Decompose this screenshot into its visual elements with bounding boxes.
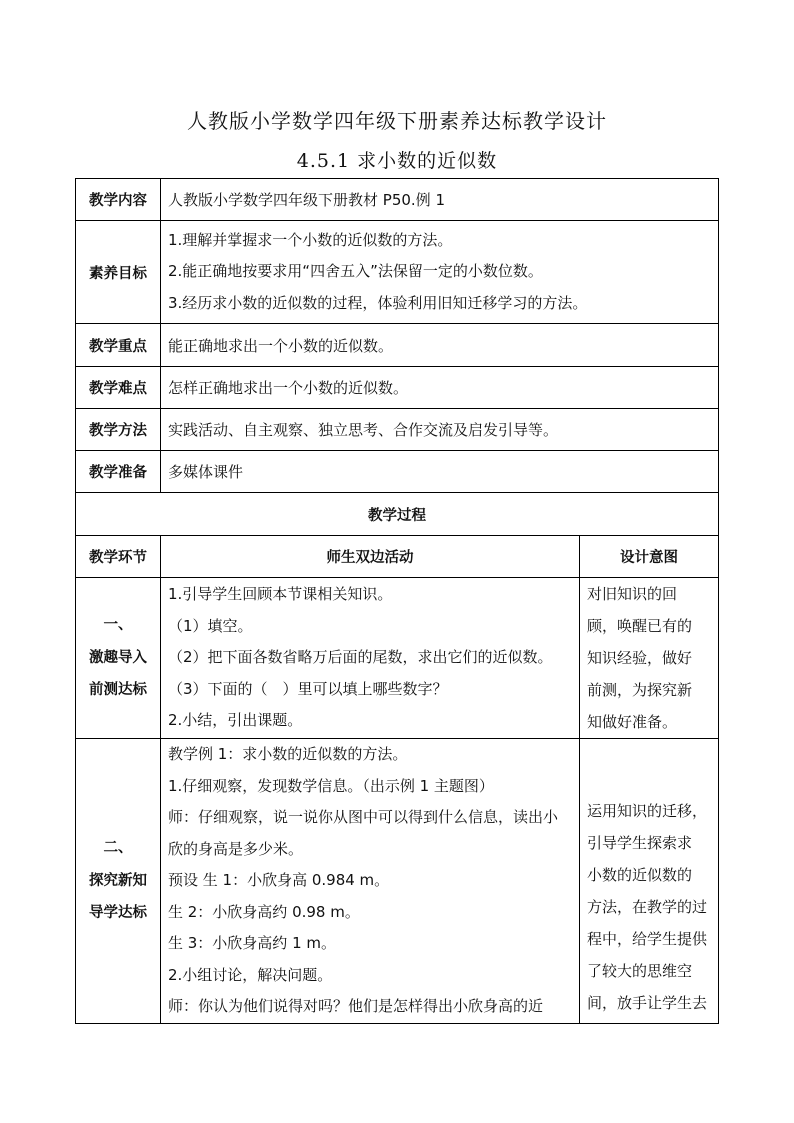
activity-line: 2.小组讨论，解决问题。 — [168, 965, 333, 984]
activity-line: （3）下面的（ ）里可以填上哪些数字？ — [168, 679, 448, 698]
intent-line: 顾，唤醒已有的 — [587, 617, 693, 635]
intent-line: 程中，给学生提供 — [587, 930, 708, 948]
row-stage-2 — [76, 739, 719, 1024]
intent-line: 了较大的思维空 — [587, 962, 693, 980]
difficulty-label: 教学难点 — [76, 367, 161, 409]
content-label: 教学内容 — [76, 179, 161, 221]
row-process-heading — [76, 493, 719, 536]
stage-1-goal: 前测达标 — [89, 682, 147, 699]
activity-line: 欣的身高是多少米。 — [168, 839, 304, 858]
method-label: 教学方法 — [76, 409, 161, 451]
lesson-subtitle: 4.5.1 求小数的近似数 — [296, 150, 498, 172]
prep-value: 多媒体课件 — [161, 451, 719, 493]
row-stage-1 — [76, 578, 719, 739]
activity-line: 2.小结，引出课题。 — [168, 711, 303, 730]
header-activity: 师生双边活动 — [161, 536, 580, 578]
intent-line: 知识经验，做好 — [587, 649, 693, 667]
intent-line: 间，放手让学生去 — [587, 994, 708, 1012]
stage-2-name: 探究新知 — [89, 872, 147, 889]
row-content — [76, 179, 719, 221]
prep-label: 教学准备 — [76, 451, 161, 493]
activity-line: 1.引导学生回顾本节课相关知识。 — [168, 585, 393, 604]
activity-line: （1）填空。 — [168, 616, 253, 635]
stage-1-label — [76, 578, 161, 739]
row-method — [76, 409, 719, 451]
goal-item: 2.能正确地按要求用“四舍五入”法保留一定的小数位数。 — [168, 262, 543, 281]
document-title: 人教版小学数学四年级下册素养达标教学设计 — [187, 109, 607, 133]
header-stage: 教学环节 — [76, 536, 161, 578]
activity-line: 1.仔细观察，发现数学信息。（出示例 1 主题图） — [168, 776, 494, 795]
intent-line: 引导学生探索求 — [587, 834, 693, 852]
header-intent: 设计意图 — [580, 536, 719, 578]
activity-line: 师：你认为他们说得对吗？他们是怎样得出小欣身高的近 — [168, 997, 544, 1015]
difficulty-value: 怎样正确地求出一个小数的近似数。 — [161, 367, 719, 409]
intent-line: 方法，在教学的过 — [587, 898, 708, 916]
intent-line: 前测，为探究新 — [587, 681, 693, 699]
goals-list — [161, 221, 719, 324]
activity-line: 生 2：小欣身高约 0.98 m。 — [168, 902, 360, 921]
activity-line: 教学例 1：求小数的近似数的方法。 — [168, 745, 408, 763]
row-goals — [76, 221, 719, 324]
goal-item: 3.经历求小数的近似数的过程，体验利用旧知迁移学习的方法。 — [168, 293, 588, 312]
intent-line: 对旧知识的回 — [587, 585, 678, 603]
activity-line: 师：仔细观察，说一说你从图中可以得到什么信息，读出小 — [168, 808, 559, 826]
key-label: 教学重点 — [76, 324, 161, 367]
goals-label: 素养目标 — [76, 221, 161, 324]
goal-item: 1.理解并掌握求一个小数的近似数的方法。 — [168, 230, 453, 249]
content-value: 人教版小学数学四年级下册教材 P50.例 1 — [161, 179, 719, 221]
stage-2-intent — [580, 739, 719, 1024]
stage-2-number: 二、 — [103, 840, 133, 856]
stage-1-name: 激趣导入 — [89, 649, 147, 666]
activity-line: 预设 生 1：小欣身高 0.984 m。 — [168, 871, 390, 889]
row-key — [76, 324, 719, 367]
row-difficulty — [76, 367, 719, 409]
stage-2-goal: 导学达标 — [89, 905, 147, 921]
row-prep — [76, 451, 719, 493]
activity-line: 生 3：小欣身高约 1 m。 — [168, 934, 337, 952]
key-value: 能正确地求出一个小数的近似数。 — [161, 324, 719, 367]
stage-1-activity — [161, 578, 580, 739]
lesson-plan-table — [75, 178, 719, 1024]
method-value: 实践活动、自主观察、独立思考、合作交流及启发引导等。 — [161, 409, 719, 451]
stage-1-number: 一、 — [103, 617, 133, 634]
stage-1-intent — [580, 578, 719, 739]
row-process-headers — [76, 536, 719, 578]
stage-2-label — [76, 739, 161, 1024]
process-heading: 教学过程 — [76, 493, 719, 536]
intent-line: 知做好准备。 — [587, 713, 678, 731]
stage-2-activity — [161, 739, 580, 1024]
activity-line: （2）把下面各数省略万后面的尾数，求出它们的近似数。 — [168, 648, 553, 667]
intent-line: 小数的近似数的 — [587, 866, 693, 884]
intent-line: 运用知识的迁移， — [587, 802, 708, 820]
